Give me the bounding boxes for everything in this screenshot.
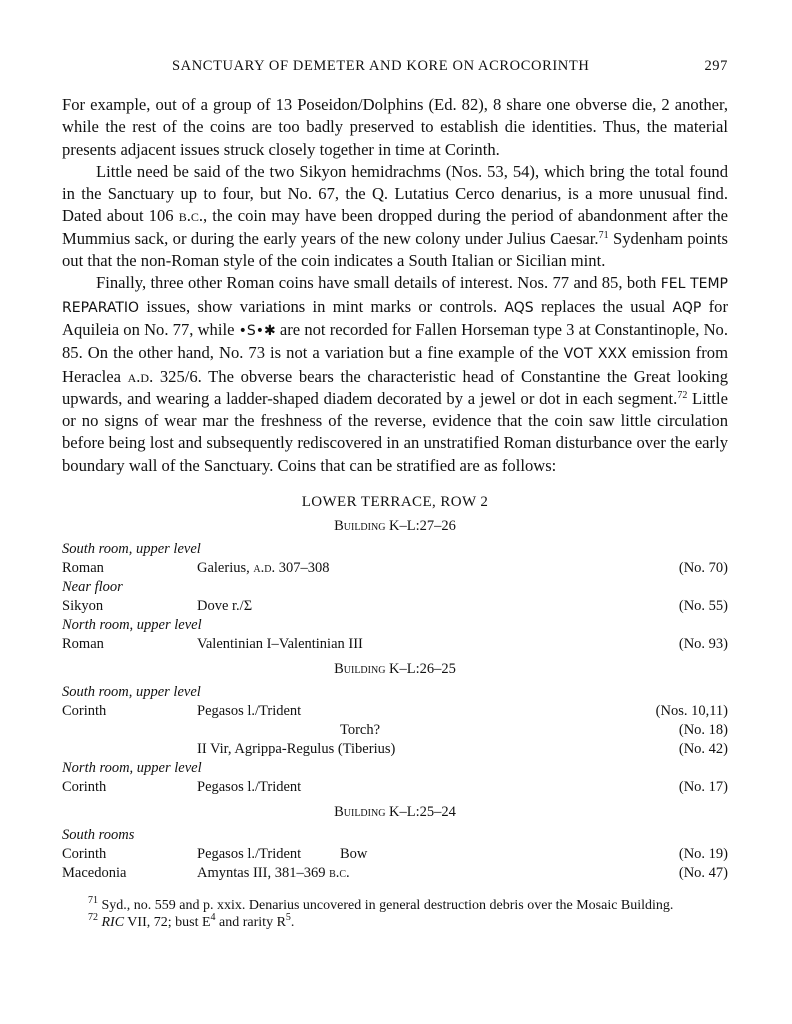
room-label: North room, upper level [62, 617, 202, 634]
table-row [62, 864, 728, 883]
p2-era-bc: b.c. [178, 206, 204, 226]
coin-group-1 [62, 540, 728, 654]
description-cell: II Vir, Agrippa-Regulus (Tiberius) [197, 741, 396, 758]
description-text: Galerius, [197, 560, 254, 577]
paragraph-3 [62, 272, 728, 477]
p3-text-g: 325/6. The obverse bears the characteristic head of Constantine the Great looking upwards, and wearing a ladder-shaped diadem decorated by a jewel or dot in each segment. [62, 366, 728, 408]
running-head [62, 58, 728, 80]
legend-aqp: AQP [672, 299, 702, 316]
catalogue-ref: (Nos. 10,11) [655, 703, 728, 720]
description-cell: Pegasos l./Trident [197, 779, 302, 796]
paragraph-2 [62, 161, 728, 272]
p3-era-ad: a.d. [127, 366, 154, 386]
footnotes [62, 897, 728, 931]
mint-cell: Sikyon [62, 598, 104, 615]
paragraph-1: For example, out of a group of 13 Poseidon/Dolphins (Ed. 82), 8 share one obverse die, 2 another, while the rest of the coins are too badly preserved to establish die identities. Thus, the material presents adjacent issues struck closely together in time at Corinth. [62, 95, 728, 159]
footnote-text: . [290, 915, 295, 931]
p3-text-h: Little or no signs of wear mar the freshness of the reverse, evidence that the coin saw little circulation before being lost and subsequently rediscovered in an unstratified Roman disturbance over the early boundary wall of the Sanctuary. Coins that can be stratified are as follows: [62, 388, 729, 475]
table-row [62, 845, 728, 864]
description-cell [197, 559, 329, 578]
era-text: a.d. [253, 560, 276, 577]
building-heading-3 [62, 804, 728, 821]
description-cell: Pegasos l./Trident [197, 846, 302, 863]
page [62, 58, 728, 931]
catalogue-ref: (No. 42) [678, 741, 728, 758]
table-row [62, 559, 728, 578]
p3-text-c: replaces the usual [533, 296, 673, 316]
legend-vot-xxx: VOT XXX [563, 346, 627, 363]
p2-text-b: , the coin may have been dropped during the period of abandonment after the Mummius sack, or during the early years of the new colony under Julius Caesar. [62, 206, 728, 248]
description-cell: Valentinian I–Valentinian III [197, 636, 363, 653]
catalogue-ref: (No. 18) [678, 722, 728, 739]
running-title: SANCTUARY OF DEMETER AND KORE ON ACROCORINTH [172, 58, 590, 74]
p2-text-a: Little need be said of the two Sikyon hemidrachms (Nos. 53, 54), which bring the total found in the Sanctuary up to four, but No. 67, the Q. Lutatius Cerco denarius, is a more unusual find. Dated about 106 [62, 161, 728, 226]
bust-superscript: 4 [210, 912, 216, 924]
description-cell: Pegasos l./Trident [197, 703, 302, 720]
mint-cell: Corinth [62, 703, 107, 720]
p3-text-f: emission from Heraclea [62, 343, 729, 386]
room-label: North room, upper level [62, 760, 202, 777]
table-row [62, 778, 728, 797]
body-text [62, 94, 728, 477]
catalogue-ref: (No. 70) [678, 560, 728, 577]
building-heading-2 [62, 661, 728, 678]
building-code: K–L:27–26 [385, 518, 456, 535]
building-code: K–L:25–24 [385, 804, 456, 821]
description-cell [197, 864, 350, 883]
table-row [62, 702, 728, 721]
variant-cell: Bow [340, 846, 368, 863]
coin-group-3 [62, 826, 728, 883]
mint-cell: Corinth [62, 779, 107, 796]
footnote-72 [62, 914, 728, 931]
room-label: South room, upper level [62, 684, 201, 701]
footnote-text: and rarity R [215, 915, 286, 931]
variant-cell: Torch? [340, 722, 381, 739]
table-row [62, 740, 728, 759]
coin-group-2 [62, 683, 728, 797]
footnote-text: VII, 72; bust E [124, 915, 211, 931]
room-label: Near floor [62, 579, 123, 596]
footnote-71 [62, 897, 728, 914]
era-text: b.c. [329, 865, 350, 882]
catalogue-ref: (No. 55) [678, 598, 728, 615]
footnote-text: Syd., no. 559 and p. xxix. Denarius uncovered in general destruction debris over the Mosaic Building. [98, 898, 674, 914]
rarity-superscript: 5 [285, 912, 291, 924]
description-text: Amyntas III, 381–369 [197, 865, 330, 882]
description-cell: Dove r./Σ [197, 598, 253, 615]
building-label: Building [334, 518, 386, 535]
table-title: LOWER TERRACE, ROW 2 [301, 494, 489, 511]
mint-cell: Roman [62, 636, 104, 653]
building-heading-1 [62, 518, 728, 535]
legend-fel-temp: FEL TEMP REPARATIO [62, 276, 728, 316]
page-number: 297 [704, 58, 728, 74]
room-label: South rooms [62, 827, 135, 844]
mint-cell: Macedonia [62, 865, 127, 882]
catalogue-ref: (No. 19) [678, 846, 728, 863]
footnote-ric: RIC [101, 915, 125, 931]
footnote-mark: 71 [88, 895, 98, 907]
p3-text-d: for Aquileia on No. 77, while [62, 296, 728, 339]
footnote-mark: 72 [88, 912, 98, 924]
description-date: 307–308 [275, 560, 330, 577]
footnote-ref-72: 72 [677, 389, 688, 401]
legend-aqs: AQS [504, 299, 534, 316]
p3-text-a: Finally, three other Roman coins have small details of interest. Nos. 77 and 85, both [96, 273, 661, 293]
table-row [62, 597, 728, 616]
mint-cell: Roman [62, 560, 104, 577]
building-label: Building [334, 804, 386, 821]
room-label: South room, upper level [62, 541, 201, 558]
legend-s-star: •S•✱ [238, 322, 276, 339]
footnote-ref-71: 71 [598, 229, 609, 241]
mint-cell: Corinth [62, 846, 107, 863]
p2-text-c: Sydenham points out that the non-Roman style of the coin indicates a South Italian or Sicilian mint. [62, 228, 729, 271]
table-row [62, 721, 728, 740]
building-code: K–L:26–25 [385, 661, 456, 678]
p3-text-b: issues, show variations in mint marks or controls. [139, 296, 505, 316]
table-row [62, 635, 728, 654]
catalogue-ref: (No. 93) [678, 636, 728, 653]
building-label: Building [334, 661, 386, 678]
p3-text-e: are not recorded for Fallen Horseman type 3 at Constantinople, No. 85. On the other hand, No. 73 is not a variation but a fine example of the [62, 319, 728, 363]
catalogue-ref: (No. 47) [678, 865, 728, 882]
catalogue-ref: (No. 17) [678, 779, 728, 796]
